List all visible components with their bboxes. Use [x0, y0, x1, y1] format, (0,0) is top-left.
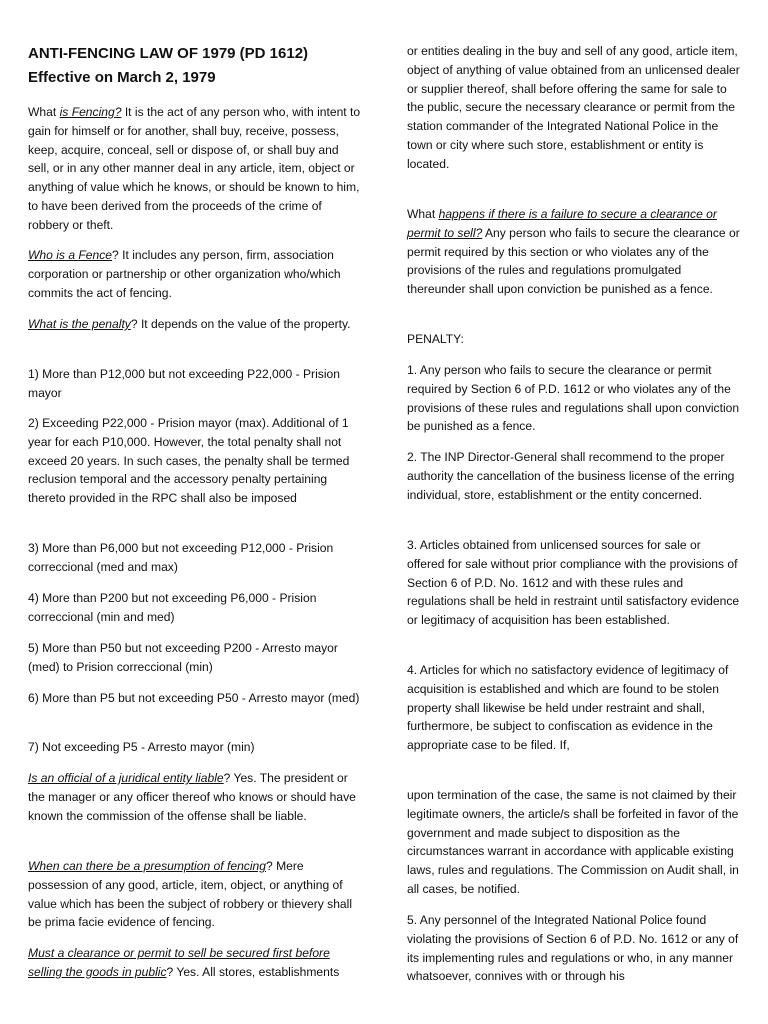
clearance-question-paragraph [28, 944, 362, 982]
question-clearance: Must a clearance or permit to sell be secured first before selling the goods in public [28, 946, 330, 979]
penalty-rule-4: 4. Articles for which no satisfactory evidence of legitimacy of acquisition is established and which are found to be stolen property shall likewise be held under restraint and shall, furthermore, be subject to confiscation as evidence in the appropriate case to be filed. If, [407, 663, 729, 753]
penalty-item-1: 1) More than P12,000 but not exceeding P22,000 - Prision mayor [28, 367, 340, 400]
penalty-item-6: 6) More than P5 but not exceeding P50 - Arresto mayor (med) [28, 691, 360, 705]
question-failure-clearance: happens if there is a failure to secure a clearance or permit to sell? [407, 207, 717, 240]
penalty-rule-3: 3. Articles obtained from unlicensed sources for sale or offered for sale without prior compliance with the provisions of Section 6 of P.D. No. 1612 and with these rules and regulations shall be held in restraint until satisfactory evidence or legitimacy of acquisition has been established. [407, 538, 740, 628]
answer-text: ? It depends on the value of the property. [130, 317, 351, 331]
answer-text: ? It includes any person, firm, association corporation or partnership or other organization who/which commits the act of fencing. [28, 248, 341, 300]
presumption-paragraph [28, 857, 362, 932]
penalty-item-2: 2) Exceeding P22,000 - Prision mayor (max). Additional of 1 year for each P10,000. However, the total penalty shall not exceed 20 years. In such cases, the penalty shall be termed reclusion temporal and the accessory penalty pertaining thereto provided in the RPC shall also be imposed [28, 416, 350, 506]
answer-text: ? Yes. The president or the manager or any officer thereof who knows or should have known the commission of the offense shall be liable. [28, 771, 356, 823]
penalty-rule-1: 1. Any person who fails to secure the clearance or permit required by Section 6 of P.D. 1612 or who violates any of the provisions of these rules and regulations shall upon conviction be punished as a fence. [407, 363, 740, 434]
penalty-item-4: 4) More than P200 but not exceeding P6,000 - Prision correccional (min and med) [28, 591, 317, 624]
answer-text: Any person who fails to secure the clearance or permit required by this section or who violates any of the provisions of the rules and regulations promulgated thereunder shall upon conviction be punished as a fence. [407, 225, 740, 297]
penalty-heading: PENALTY: [407, 332, 464, 346]
document-title: ANTI-FENCING LAW OF 1979 (PD 1612) [28, 45, 309, 62]
penalty-item-3: 3) More than P6,000 but not exceeding P12,000 - Prision correccional (med and max) [28, 541, 334, 574]
fencing-definition-paragraph [28, 103, 362, 235]
question-fence: Who is a Fence [28, 248, 113, 262]
question-presumption: When can there be a presumption of fencing [28, 859, 266, 873]
penalty-rule-4-continued: upon termination of the case, the same is not claimed by their legitimate owners, the article/s shall be forfeited in favor of the government and made subject to disposition as the circumstances warrant in accordance with applicable existing laws, rules and regulations. The Commission on Audit shall, in all cases, be notified. [407, 788, 739, 896]
failure-clearance-paragraph [407, 205, 741, 299]
effective-date: Effective on March 2, 1979 [28, 69, 216, 86]
penalty-rule-2: 2. The INP Director-General shall recommend to the proper authority the cancellation of the business license of the erring individual, store, establishment or the entity concerned. [407, 450, 735, 502]
question-penalty: What is the penalty [28, 317, 131, 331]
lead-text: What [407, 207, 439, 221]
penalty-rule-5: 5. Any personnel of the Integrated National Police found violating the provisions of Section 6 of P.D. No. 1612 or any of its implementing rules and regulations or who, in any manner whatsoever, connives with or through his [407, 913, 739, 984]
question-official-liable: Is an official of a juridical entity liable [28, 771, 224, 785]
clearance-answer-continued: or entities dealing in the buy and sell of any good, article item, object of anything of value obtained from an unlicensed dealer or supplier thereof, shall before offering the same for sale to the public, secure the necessary clearance or permit from the station commander of the Integrated National Police in the town or city where such store, establishment or entity is located. [407, 44, 740, 171]
penalty-question-paragraph [28, 315, 362, 334]
answer-text: It is the act of any person who, with intent to gain for himself or for another, shall buy, receive, possess, keep, acquire, conceal, sell or dispose of, or shall buy and sell, or in any other manner deal in any article, item, object or anything of value which he knows, or should be known to him, to have been derived from the proceeds of the crime of robbery or theft. [28, 105, 361, 232]
answer-text: ? Mere possession of any good, article, item, object, or anything of value which has been the subject of robbery or thievery shall be prima facie evidence of fencing. [28, 859, 353, 930]
lead-text: What [28, 105, 60, 119]
fence-definition-paragraph [28, 246, 362, 302]
answer-text: ? Yes. All stores, establishments [166, 964, 340, 979]
penalty-item-7: 7) Not exceeding P5 - Arresto mayor (min) [28, 740, 255, 754]
penalty-item-5: 5) More than P50 but not exceeding P200 - Arresto mayor (med) to Prision correccional (min) [28, 641, 338, 674]
question-fencing: is Fencing? [59, 105, 122, 119]
official-liability-paragraph [28, 769, 362, 825]
